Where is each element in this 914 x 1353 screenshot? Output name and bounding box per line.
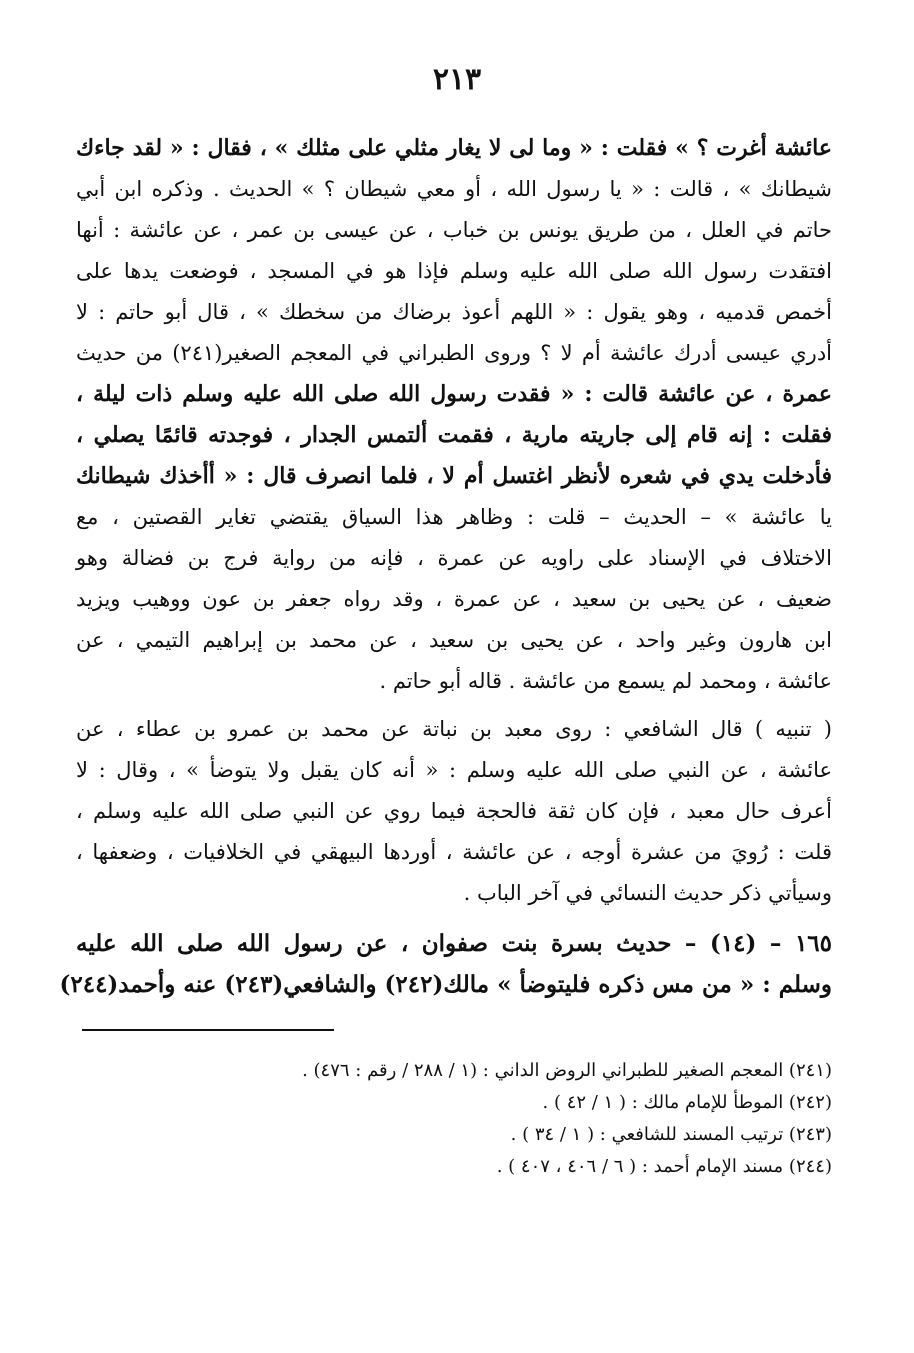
hadith-heading (59, 923, 832, 1005)
footnote: (٢٤٤) مسند الإمام أحمد : ( ٦ / ٤٠٦ ، ٤٠٧ ) . (496, 1156, 832, 1177)
footnote: (٢٤١) المعجم الصغير للطبراني الروض الداني : (١ / ٢٨٨ / رقم : ٤٧٦) . (302, 1060, 832, 1081)
text-line: افتقدت رسول الله صلى الله عليه وسلم فإذا هو في المسجد ، فوضعت يدها على (76, 259, 832, 283)
footnotes (76, 1055, 832, 1183)
text-line: يا عائشة » – الحديث – قلت : وظاهر هذا السياق يقتضي تغاير القصتين ، مع (76, 505, 832, 529)
heading-line: ١٦٥ – (١٤) – حديث بسرة بنت صفوان ، عن رسول الله صلى الله عليه (76, 930, 832, 957)
footnote: (٢٤٢) الموطأ للإمام مالك : ( ١ / ٤٢ ) . (542, 1092, 832, 1113)
text-line: عائشة ، عن النبي صلى الله عليه وسلم : « أنه كان يقبل ولا يتوضأ » ، وقال : لا (76, 758, 832, 782)
footnote: (٢٤٣) ترتيب المسند للشافعي : ( ١ / ٣٤ ) . (510, 1124, 832, 1145)
paragraph-main (76, 128, 832, 702)
text-line: أخمص قدميه ، وهو يقول : « اللهم أعوذ برضاك من سخطك » ، قال أبو حاتم : لا (76, 300, 832, 324)
text-line: عائشة ، ومحمد لم يسمع من عائشة . قاله أبو حاتم . (379, 669, 832, 693)
page-number: ٢١٣ (432, 62, 482, 97)
text-line: عمرة ، عن عائشة قالت : « فقدت رسول الله صلى الله عليه وسلم ذات ليلة ، (76, 381, 832, 407)
text-line: حاتم في العلل ، من طريق يونس بن خباب ، عن عيسى بن عمر ، عن عائشة : أنها (76, 218, 832, 242)
paragraph-note (76, 709, 832, 914)
text-line: أعرف حال معبد ، فإن كان ثقة فالحجة فيما روي عن النبي صلى الله عليه وسلم ، (76, 799, 832, 823)
text-line: الاختلاف في الإسناد على راويه عن عمرة ، فإنه من رواية فرج بن فضالة وهو (76, 546, 832, 570)
text-line: ( تنبيه ) قال الشافعي : روى معبد بن نباتة عن محمد بن عمرو بن عطاء ، عن (76, 717, 832, 741)
text-line: ضعيف ، عن يحيى بن سعيد ، عن عمرة ، وقد رواه جعفر بن عون ووهيب ويزيد (76, 587, 832, 611)
text-line: شيطانك » ، قالت : « يا رسول الله ، أو معي شيطان ؟ » الحديث . وذكره ابن أبي (76, 177, 832, 201)
heading-line: وسلم : « من مس ذكره فليتوضأ » مالك(٢٤٢) والشافعي(٢٤٣) عنه وأحمد(٢٤٤) (59, 971, 832, 998)
footnote-separator (82, 1029, 334, 1031)
text-line: عائشة أغرت ؟ » فقلت : « وما لى لا يغار مثلي على مثلك » ، فقال : « لقد جاءك (76, 135, 832, 161)
text-line: أدري عيسى أدرك عائشة أم لا ؟ وروى الطبراني في المعجم الصغير(٢٤١) من حديث (76, 341, 833, 365)
text-line: فقلت : إنه قام إلى جاريته مارية ، فقمت ألتمس الجدار ، فوجدته قائمًا يصلي ، (76, 422, 832, 448)
text-line: قلت : رُويَ من عشرة أوجه ، عن عائشة ، أوردها البيهقي في الخلافيات ، وضعفها ، (76, 840, 832, 864)
text-line: فأدخلت يدي في شعره لأنظر اغتسل أم لا ، فلما انصرف قال : « أأخذك شيطانك (76, 463, 832, 489)
text-line: ابن هارون وغير واحد ، عن يحيى بن سعيد ، عن محمد بن إبراهيم التيمي ، عن (76, 628, 832, 652)
text-line: وسيأتي ذكر حديث النسائي في آخر الباب . (463, 881, 832, 905)
